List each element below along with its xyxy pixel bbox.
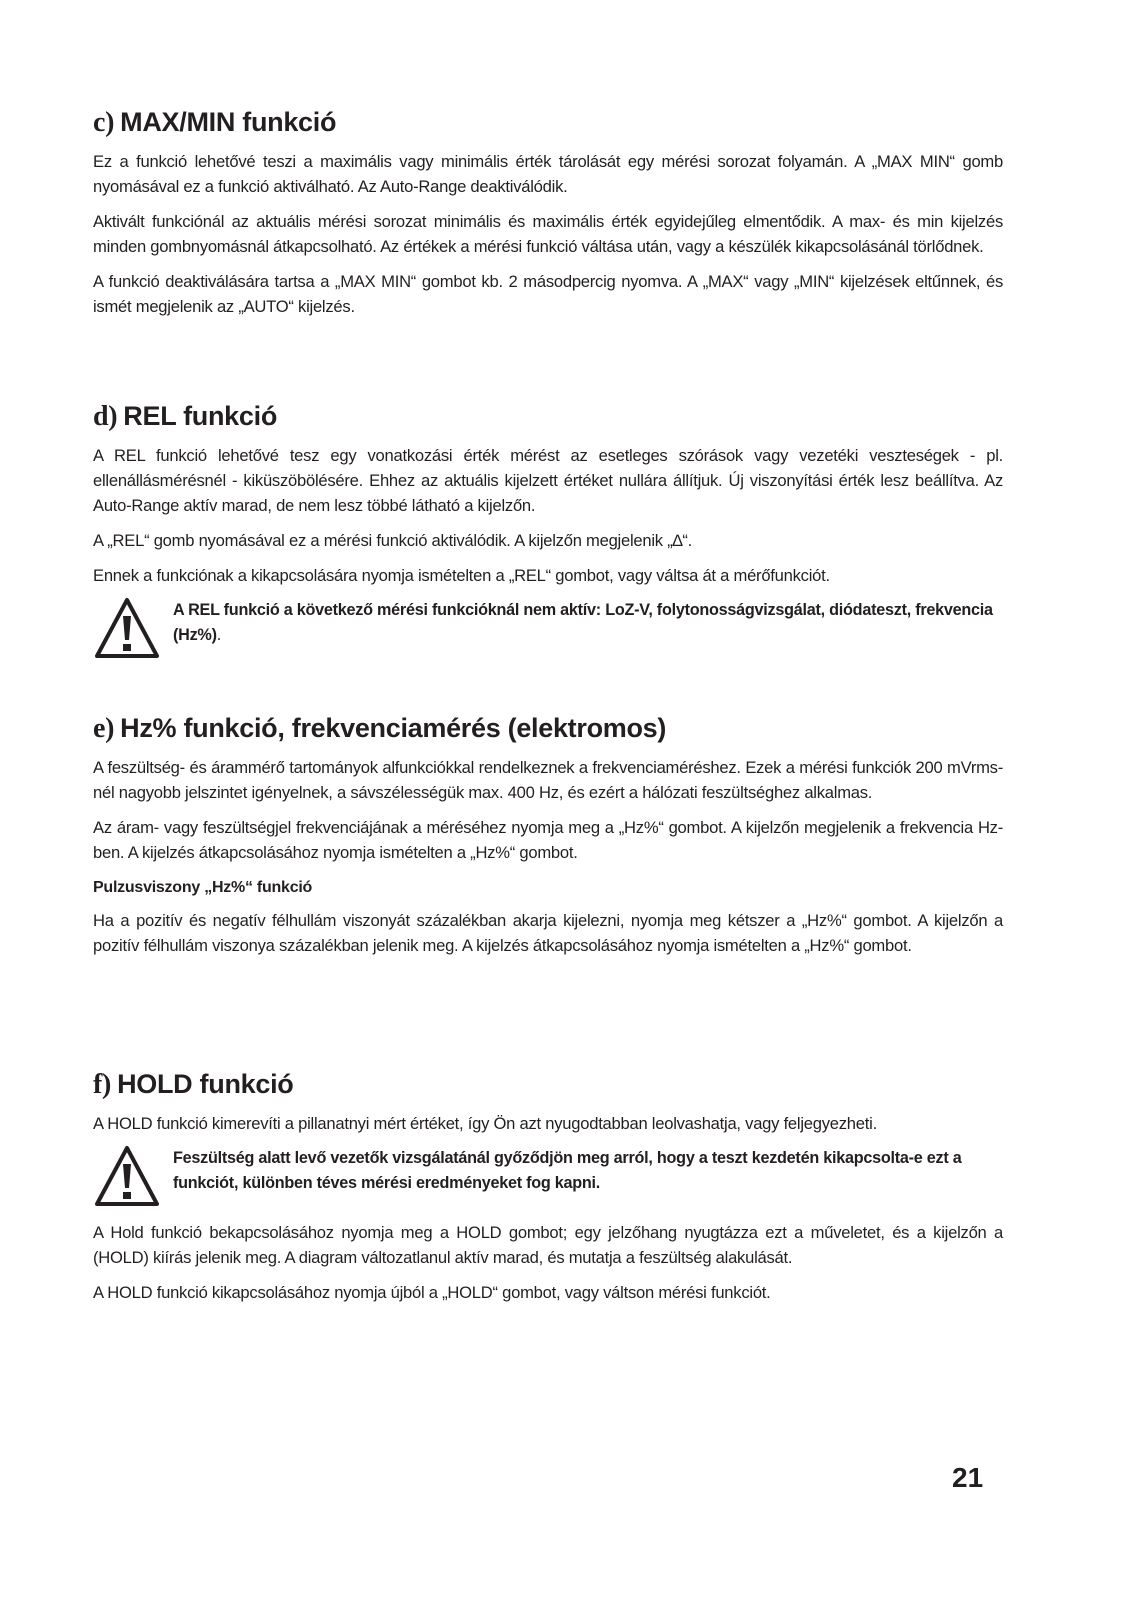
warning-end: . <box>216 626 221 644</box>
warning-triangle-icon <box>93 1144 161 1208</box>
paragraph: A funkció deaktiválására tartsa a „MAX MIN“ gombot kb. 2 másodpercig nyomva. A „MAX“ vagy „MIN“ kijelzések eltűnnek, és ismét megjelenik az „AUTO“ kijelzés. <box>93 272 1003 316</box>
warning-note-rel <box>93 598 1003 660</box>
paragraph: Ennek a funkciónak a kikapcsolására nyomja ismételten a „REL“ gombot, vagy váltsa át a mérőfunkciót. <box>93 566 830 585</box>
section-title: MAX/MIN funkció <box>120 107 337 137</box>
section-max-min <box>93 106 1003 329</box>
paragraph: A Hold funkció bekapcsolásához nyomja meg a HOLD gombot; egy jelzőhang nyugtázza ezt a műveletet, és a kijelzőn a (HOLD) kiírás jelenik meg. A diagram változatlanul aktív marad, és mutatja a feszültség alakulását. <box>93 1223 1003 1267</box>
warning-bold-text: A REL funkció a következő mérési funkcióknál nem aktív: LoZ-V, folytonosságvizsgálat, diódateszt, frekvencia (Hz%) <box>173 601 993 644</box>
section-title: HOLD funkció <box>117 1069 294 1099</box>
warning-note-hold <box>93 1146 1003 1208</box>
subheading-duty-cycle: Pulzusviszony „Hz%“ funkció <box>93 879 313 896</box>
section-heading-hz <box>93 712 1003 745</box>
section-heading-max-min <box>93 106 1003 139</box>
section-rel <box>93 400 1003 672</box>
page-number: 21 <box>952 1462 984 1493</box>
section-hz <box>93 712 1003 968</box>
paragraph: A HOLD funkció kikapcsolásához nyomja újból a „HOLD“ gombot, vagy váltson mérési funkciót. <box>93 1283 771 1302</box>
paragraph: Ha a pozitív és negatív félhullám viszonyát százalékban akarja kijelezni, nyomja meg kétszer a „Hz%“ gombot. A kijelzőn a pozitív félhullám viszonya százalékban jelenik meg. A kijelzés átkapcsolásához nyomja ismételten a „Hz%“ gombot. <box>93 911 1003 955</box>
section-heading-hold <box>93 1068 1003 1101</box>
section-hold <box>93 1068 1003 1315</box>
paragraph: A HOLD funkció kimerevíti a pillanatnyi mért értéket, így Ön azt nyugodtabban leolvashatja, vagy feljegyezheti. <box>93 1114 877 1133</box>
warning-triangle-icon <box>93 596 161 660</box>
warning-text: Feszültség alatt levő vezetők vizsgálatánál győződjön meg arról, hogy a teszt kezdetén kikapcsolta-e ezt a funkciót, különben téves mérési eredményeket fog kapni. <box>173 1149 962 1192</box>
paragraph: Aktivált funkciónál az aktuális mérési sorozat minimális és maximális érték egyidejűleg elmentődik. A max- és min kijelzés minden gombnyomásnál átkapcsolható. Az értékek a mérési funkció váltása után, vagy a készülék kikapcsolásánál törlődnek. <box>93 212 1003 256</box>
paragraph: A „REL“ gomb nyomásával ez a mérési funkció aktiválódik. A kijelzőn megjelenik „∆“. <box>93 531 693 550</box>
section-letter: d) <box>93 401 118 432</box>
section-letter: c) <box>93 107 115 138</box>
section-heading-rel <box>93 400 1003 433</box>
section-letter: e) <box>93 713 115 744</box>
paragraph: A REL funkció lehetővé tesz egy vonatkozási érték mérést az esetleges szórások vagy vezetéki veszteségek - pl. ellenállásmérésnél - kiküszöbölésére. Ehhez az aktuális kijelzett értéket nullára állítjuk. Új viszonyítási érték lesz beállítva. Az Auto-Range aktív marad, de nem lesz többé látható a kijelzőn. <box>93 446 1003 515</box>
section-title: Hz% funkció, frekvenciamérés (elektromos) <box>120 713 667 743</box>
warning-text <box>173 598 1003 648</box>
paragraph: Az áram- vagy feszültségjel frekvenciájának a méréséhez nyomja meg a „Hz%“ gombot. A kijelzőn megjelenik a frekvencia Hz-ben. A kijelzés átkapcsolásához nyomja ismételten a „Hz%“ gombot. <box>93 818 1003 862</box>
section-letter: f) <box>93 1069 112 1100</box>
paragraph: A feszültség- és árammérő tartományok alfunkciókkal rendelkeznek a frekvenciaméréshez. Ezek a mérési funkciók 200 mVrms-nél nagyobb jelszintet igényelnek, a sávszélességük max. 400 Hz, és ezért a hálózati feszültséghez alkalmas. <box>93 758 1003 802</box>
paragraph: Ez a funkció lehetővé teszi a maximális vagy minimális érték tárolását egy mérési sorozat folyamán. A „MAX MIN“ gomb nyomásával ez a funkció aktiválható. Az Auto-Range deaktiválódik. <box>93 152 1003 196</box>
section-title: REL funkció <box>123 401 278 431</box>
